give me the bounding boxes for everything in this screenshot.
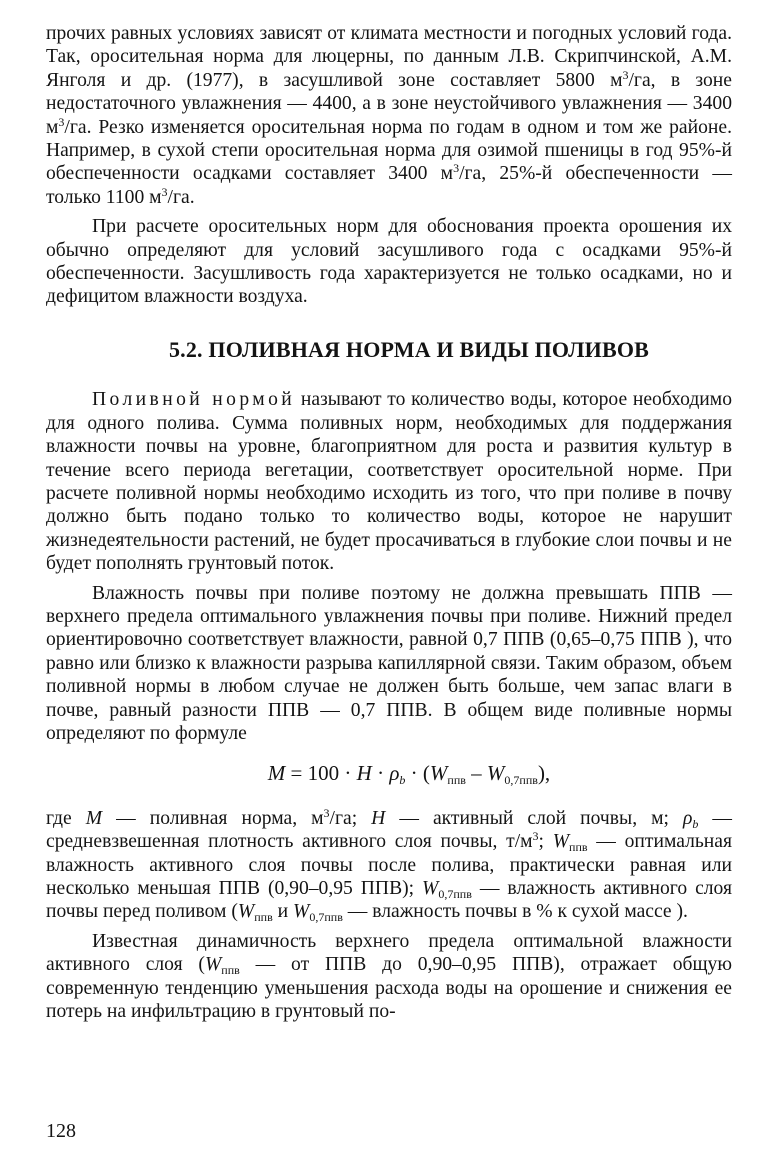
paragraph-watering-norm-definition: Поливной нормой называют то количество воды, которое необходимо для одного полива. Сумма поливных норм, необходимых для поддержания влажности почвы на уровне, благоприятном для роста и развития культур в течение всего периода вегетации, соответствует оросительной норме. При расчете поливной нормы необходимо исходить из того, что при поливе в почву должно быть подано только то количество воды, которое не нарушит жизнедеятельности растений, не будет просачиваться в глубокие слои почвы и не будет пополнять грунтовый поток. <box>46 389 732 575</box>
paragraph-dynamics: Известная динамичность верхнего предела оптимальной влажности активного слоя ($W_{ппв}$ — от ППВ до 0,90–0,95 ППВ), отражает общую современную тенденцию уменьшения расхода воды на орошение и снижения ее потерь на инфильтрацию в грунтовый по- <box>46 930 732 1023</box>
section-heading: 5.2. ПОЛИВНАЯ НОРМА И ВИДЫ ПОЛИВОВ <box>168 336 650 362</box>
page-number: 128 <box>46 1120 76 1142</box>
paragraph-soil-moisture: Влажность почвы при поливе поэтому не должна превышать ППВ — верхнего предела оптимального увлажнения почвы при поливе. Нижний предел ориентировочно соответствует влажности, равной 0,7 ППВ (0,65–0,75 ППВ ), что равно или близко к влажности разрыва капиллярной связи. Таким образом, объем поливной нормы в любом случае не должен быть больше, чем запас влаги в почве, равный разности ППВ — 0,7 ППВ. В общем виде поливные нормы определяют по формуле <box>46 582 732 744</box>
defined-term: Поливной нормой <box>92 389 296 411</box>
formula: $M = 100 \cdot H \cdot \rho_b \cdot (W_{ппв} - W_{0,7ппв})$, <box>267 761 551 788</box>
paragraph-irrigation-norm: прочих равных условиях зависят от климата местности и погодных условий года. Так, оросительная норма для люцерны, по данным Л.В. Скрипчинской, А.М. Янголя и др. (1977), в засушливой зоне составляет 5800 $м^3/га$, в зоне недостаточного увлажнения — 4400, а в зоне неустойчивого увлажнения — 3400 $м^3/га$. Резко изменяется оросительная норма по годам в одном и том же районе. Например, в сухой степи оросительная норма для озимой пшеницы в год 95%-й обеспеченности осадками составляет 3400 $м^3/га$, 25%-й обеспеченности — только 1100 $м^3/га$. <box>46 23 732 208</box>
paragraph-formula-legend: где M — поливная норма, $м^3/га$; H — активный слой почвы, м; $\rho_b$ — средневзвешенная плотность активного слоя почвы, $т/м^3$; $W_{ппв}$ — оптимальная влажность активного слоя почвы после полива, практически равная или несколько меньшая ППВ (0,90–0,95 ППВ); $W_{0,7ппв}$ — влажность активного слоя почвы перед поливом ($W_{ппв}$ и $W_{0,7ппв}$ — влажность почвы в % к сухой массе ). <box>46 805 733 925</box>
page-body <box>46 22 732 1023</box>
paragraph-dry-year: При расчете оросительных норм для обоснования проекта орошения их обычно определяют для условий засушливого года с осадками 95%-й обеспеченности. Засушливость года характеризуется не только осадками, но и дефицитом влажности воздуха. <box>46 216 732 308</box>
